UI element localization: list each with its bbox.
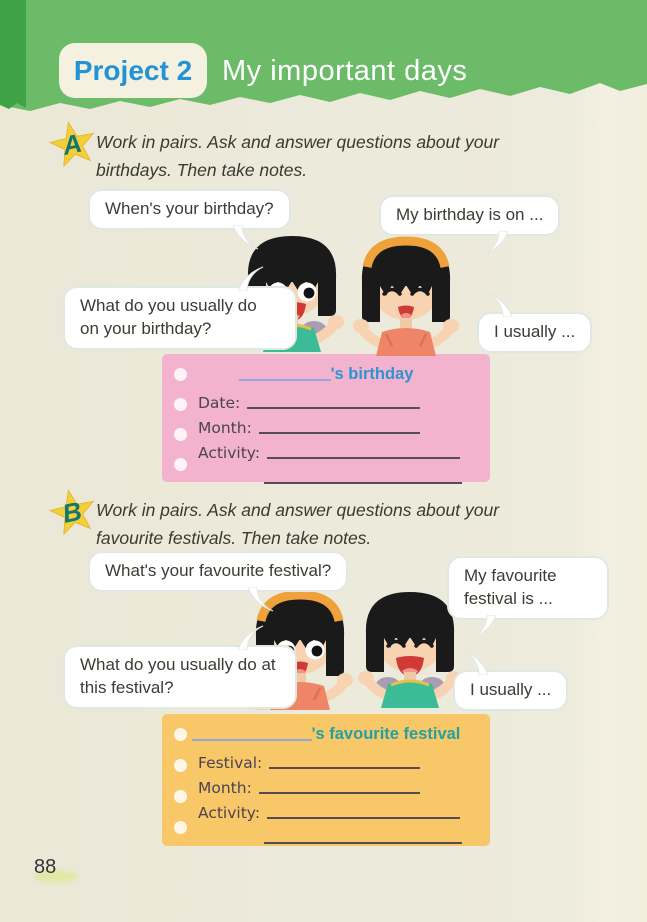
blank-line bbox=[264, 482, 462, 484]
blank-line bbox=[264, 842, 462, 844]
field-label-month: Month: bbox=[198, 779, 252, 797]
birthday-card-title bbox=[162, 365, 490, 384]
page-title: My important days bbox=[222, 55, 468, 87]
section-b-star-icon bbox=[42, 483, 105, 541]
blank-line bbox=[259, 792, 420, 794]
field-row-festival bbox=[198, 747, 490, 772]
blank-line bbox=[267, 817, 460, 819]
bubble-b-answer1 bbox=[447, 556, 609, 620]
field-label-activity: Activity: bbox=[198, 804, 261, 822]
bubble-tail bbox=[230, 225, 260, 251]
punch-hole bbox=[174, 790, 187, 803]
bubble-b-question1 bbox=[88, 551, 348, 592]
section-a-marker: A bbox=[59, 127, 85, 161]
project-label: Project 2 bbox=[73, 54, 193, 86]
section-b-instruction: Work in pairs. Ask and answer questions about your favourite festivals. Then take notes. bbox=[96, 500, 500, 548]
field-row-continuation bbox=[198, 462, 490, 487]
section-a-star-icon bbox=[42, 115, 105, 173]
girl-coral-illustration bbox=[350, 232, 462, 356]
punch-hole bbox=[174, 458, 187, 471]
bubble-tail bbox=[469, 615, 499, 641]
bubble-b-answer2 bbox=[453, 670, 568, 711]
bubble-a-question1-text: When's your birthday? bbox=[105, 199, 274, 218]
name-blank-line bbox=[239, 365, 331, 381]
bubble-b-question2 bbox=[63, 645, 297, 709]
bubble-a-answer2 bbox=[477, 312, 592, 353]
field-label-festival: Festival: bbox=[198, 754, 263, 772]
page-number-area bbox=[34, 856, 56, 879]
field-row-month bbox=[198, 772, 490, 797]
bubble-a-question2-text: What do you usually do on your birthday? bbox=[80, 296, 257, 338]
birthday-card-title-text: 's birthday bbox=[330, 365, 414, 383]
bubble-a-answer1-text: My birthday is on ... bbox=[396, 205, 544, 224]
blank-line bbox=[267, 457, 460, 459]
festival-card-title-text: 's favourite festival bbox=[311, 725, 461, 743]
blank-line bbox=[259, 432, 420, 434]
bubble-tail bbox=[235, 624, 265, 650]
field-row-activity bbox=[198, 797, 490, 822]
bubble-b-question2-text: What do you usually do at this festival? bbox=[80, 655, 276, 697]
punch-hole bbox=[174, 428, 187, 441]
page-number: 88 bbox=[34, 856, 57, 878]
blank-line bbox=[247, 407, 420, 409]
field-label-month: Month: bbox=[198, 419, 252, 437]
punch-hole bbox=[174, 368, 187, 381]
field-row-activity bbox=[198, 437, 490, 462]
bubble-tail bbox=[485, 291, 515, 317]
project-label-box bbox=[59, 43, 207, 98]
bubble-tail bbox=[481, 231, 511, 257]
punch-hole bbox=[174, 759, 187, 772]
field-label-date: Date: bbox=[198, 394, 241, 412]
punch-hole bbox=[174, 398, 187, 411]
bubble-b-answer2-text: I usually ... bbox=[470, 680, 552, 699]
blank-line bbox=[269, 767, 420, 769]
name-blank-line bbox=[192, 725, 312, 741]
field-row-date bbox=[198, 387, 490, 412]
bubble-tail bbox=[461, 649, 491, 675]
festival-card-title bbox=[162, 725, 490, 744]
bubble-tail bbox=[245, 587, 275, 613]
birthday-note-card bbox=[162, 354, 490, 482]
bubble-b-answer1-text: My favourite festival is ... bbox=[464, 566, 557, 608]
bubble-a-question2 bbox=[63, 286, 297, 350]
punch-hole bbox=[174, 728, 187, 741]
bubble-a-question1 bbox=[88, 189, 291, 230]
bubble-a-answer2-text: I usually ... bbox=[494, 322, 576, 341]
bubble-tail bbox=[235, 265, 265, 291]
festival-note-card bbox=[162, 714, 490, 846]
field-row-month bbox=[198, 412, 490, 437]
section-b-marker: B bbox=[59, 495, 85, 529]
bubble-a-answer1 bbox=[379, 195, 560, 236]
punch-hole bbox=[174, 821, 187, 834]
field-label-activity: Activity: bbox=[198, 444, 261, 462]
field-row-continuation bbox=[198, 822, 490, 847]
bubble-b-question1-text: What's your favourite festival? bbox=[105, 561, 332, 580]
section-a-instruction: Work in pairs. Ask and answer questions about your birthdays. Then take notes. bbox=[96, 132, 500, 180]
